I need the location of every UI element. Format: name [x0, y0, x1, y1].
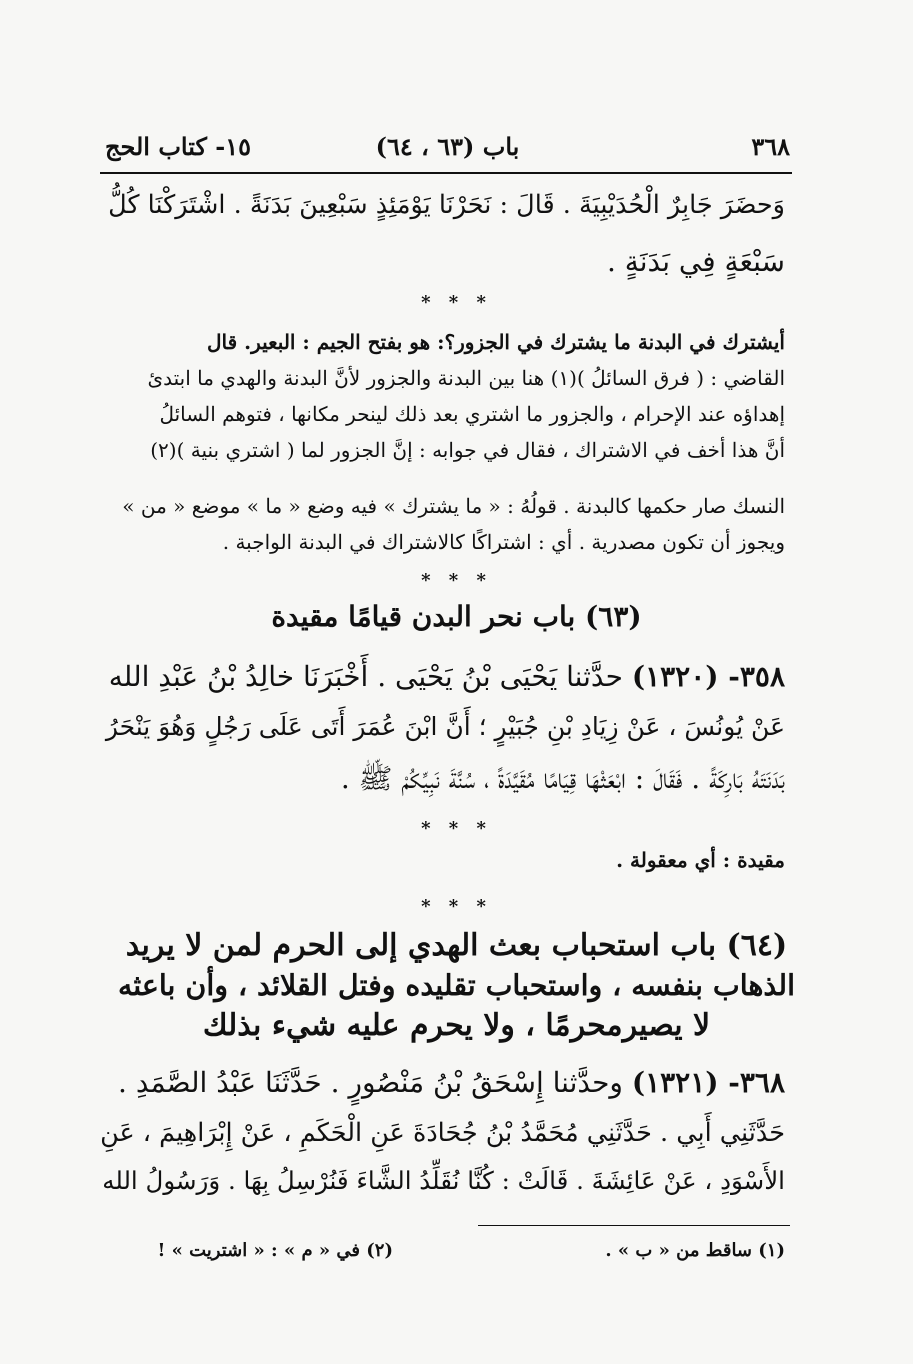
section-separator: * * *	[421, 818, 492, 839]
section-separator: * * *	[421, 292, 492, 313]
hadith-text-line: سَبْعَةٍ فِي بَدَنَةٍ .	[606, 245, 785, 278]
commentary-line: إهداؤه عند الإحرام ، والجزور ما اشتري بعد ذلك لينحر مكانها ، فتوهم السائلُ	[159, 402, 785, 426]
hadith-text-line: حَدَّثَنِي أَبِي . حَدَّثَنِي مُحَمَّدُ بْنُ جُحَادَةَ عَنِ الْحَكَمِ ، عَنْ إِبْرَاهِيمَ ، عَنِ	[100, 1118, 785, 1148]
commentary-line: أنَّ هذا أخف في الاشتراك ، فقال في جوابه : إنَّ الجزور لما ( اشتري بنية )(٢)	[150, 438, 785, 462]
commentary-line: ويجوز أن تكون مصدرية . أي : اشتراكًا كالاشتراك في البدنة الواجبة .	[222, 530, 785, 554]
commentary-line-text: أيشترك في البدنة ما يشترك في الجزور؟: هو بفتح الجيم : البعير. قال	[206, 330, 785, 354]
hadith-368-line1	[118, 1066, 785, 1099]
chapter-64-title-line: (٦٤) باب استحباب بعث الهدي إلى الحرم لمن لا يريد	[125, 928, 788, 963]
footnote-2: (٢) في « م » : « اشتريت » !	[157, 1240, 393, 1261]
page-number: ٣٦٨	[751, 132, 790, 161]
hadith-text: وحدَّثنا إِسْحَقُ بْنُ مَنْصُورٍ . حَدَّثَنَا عَبْدُ الصَّمَدِ .	[118, 1066, 623, 1099]
hadith-number: ٣٥٨- (١٣٢٠)	[631, 660, 785, 693]
hadith-358-line1	[109, 660, 785, 693]
footnote-1: (١) ساقط من « ب » .	[605, 1240, 785, 1261]
hadith-text-line: عَنْ يُونُسَ ، عَنْ زِيَادِ بْنِ جُبَيْرٍ ؛ أَنَّ ابْنَ عُمَرَ أَتَى عَلَى رَجُلٍ وَهُوَ يَنْحَرُ	[105, 712, 785, 741]
header-rule	[100, 172, 792, 174]
commentary-line: النسك صار حكمها كالبدنة . قولُهُ : « ما يشترك » فيه وضع « ما » موضع « من »	[122, 494, 785, 518]
section-separator: * * *	[421, 570, 492, 591]
commentary-line: القاضي : ( فرق السائلُ )(١) هنا بين البدنة والجزور لأنَّ البدنة والهدي ما ابتدئ	[147, 366, 785, 390]
book-title: ١٥- كتاب الحج	[105, 132, 251, 161]
chapter-64-title-line: لا يصيرمحرمًا ، ولا يحرم عليه شيء بذلك	[202, 1008, 711, 1043]
hadith-number: ٣٦٨- (١٣٢١)	[631, 1066, 785, 1099]
commentary-line	[616, 848, 785, 872]
commentary-line	[207, 330, 785, 354]
chapter-reference: باب (٦٣ ، ٦٤)	[375, 132, 520, 161]
hadith-text-line: وَحضَرَ جَابِرٌ الْحُدَيْبِيَةَ . قَالَ : نَحَرْنَا يَوْمَئِذٍ سَبْعِينَ بَدَنَةً . اشْتَرَكْنَا كُلُّ	[108, 190, 785, 220]
chapter-63-title: (٦٣) باب نحر البدن قيامًا مقيدة	[271, 600, 642, 633]
footnote-rule	[478, 1225, 790, 1226]
commentary-line-text: مقيدة : أي معقولة .	[616, 848, 785, 872]
running-header	[105, 132, 790, 172]
hadith-text-line: الأَسْوَدِ ، عَنْ عَائِشَةَ . قَالَتْ : كُنَّا نُقَلِّدُ الشَّاءَ فَنُرْسِلُ بِهَا . وَرَسُولُ الله	[102, 1166, 785, 1195]
hadith-text: حدَّثنا يَحْيَى بْنُ يَحْيَى . أَخْبَرَنَا خالِدُ بْنُ عَبْدِ الله	[108, 660, 623, 693]
section-separator: * * *	[421, 896, 492, 917]
chapter-64-title-line: الذهاب بنفسه ، واستحباب تقليده وفتل القلائد ، وأن باعثه	[117, 968, 795, 1002]
hadith-text-line: بَدَنَتَهُ بَارِكَةً . فَقَالَ : ابْعَثْهَا قِيَامًا مُقَيَّدَةً ، سُنَّةَ نَبِيِّكُمْ ﷺ .	[340, 762, 785, 795]
